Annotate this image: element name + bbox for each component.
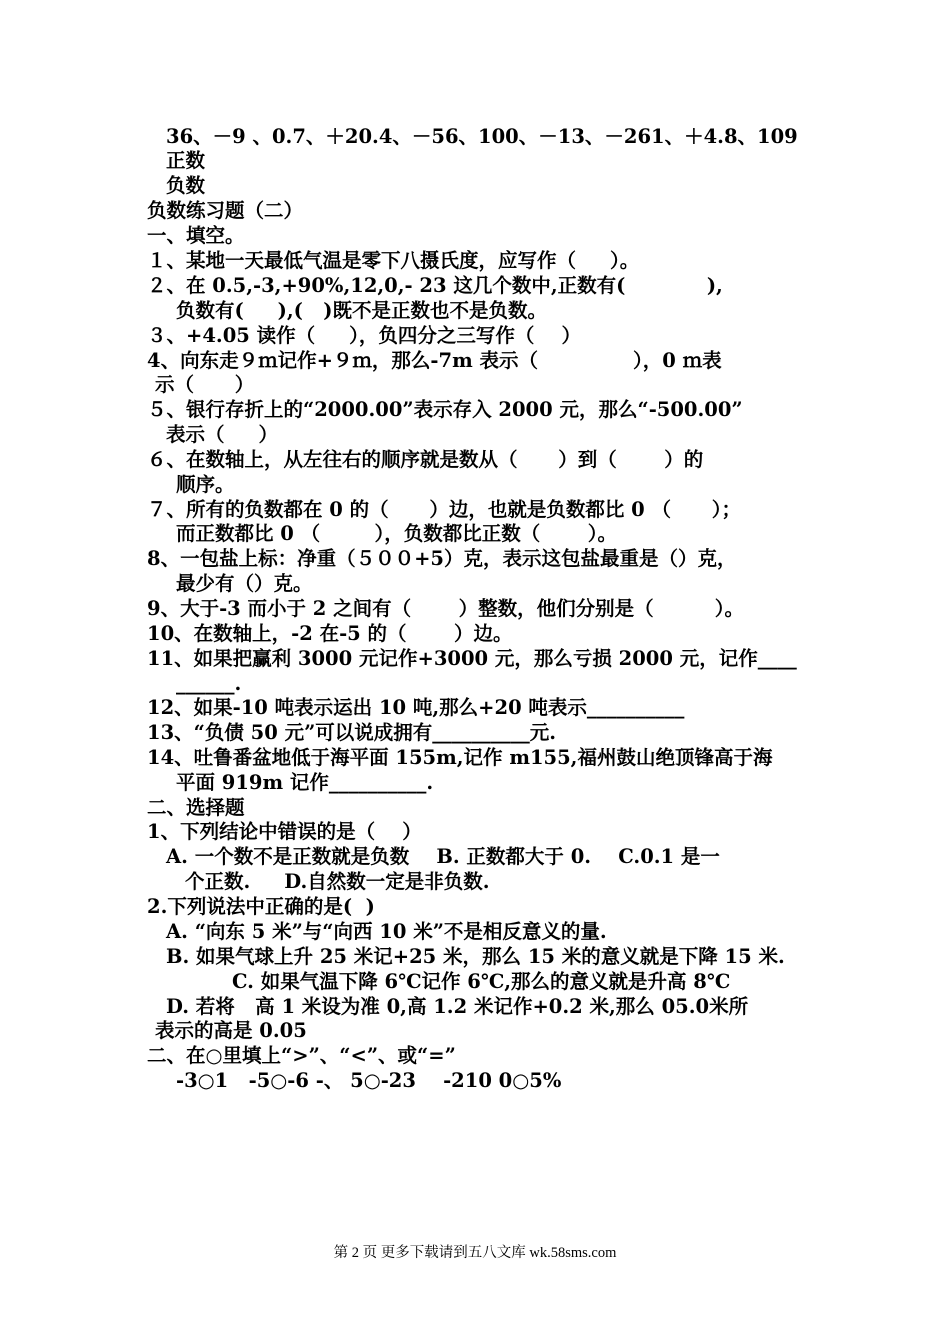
- choice-options-line: A. 一个数不是正数就是负数 B. 正数都大于 0. C.0.1 是一: [166, 845, 720, 868]
- question-line: ５、银行存折上的“2000.00”表示存入 2000 元，那么“-500.00”: [147, 398, 743, 421]
- choice-option-c: C. 如果气温下降 6℃记作 6℃,那么的意义就是升高 8℃: [232, 970, 731, 993]
- question-line: 9、大于-3 而小于 2 之间有（ ）整数，他们分别是（ ）。: [147, 597, 745, 620]
- question-line: ______.: [176, 672, 242, 695]
- question-line: １、某地一天最低气温是零下八摄氏度，应写作（ ）。: [147, 249, 640, 272]
- question-line: 示（ ）: [155, 373, 255, 396]
- section-title: 负数练习题（二）: [147, 199, 304, 222]
- question-line: ３、+4.05 读作（ ），负四分之三写作（ ）: [147, 324, 581, 347]
- question-line: 12、如果-10 吨表示运出 10 吨,那么+20 吨表示__________: [147, 696, 685, 719]
- choice-options-line: 个正数. D.自然数一定是非负数.: [185, 870, 490, 893]
- choice-option-a: A. “向东 5 米”与“向西 10 米”不是相反意义的量.: [166, 920, 607, 943]
- question-line: 2.下列说法中正确的是( ): [147, 895, 375, 918]
- question-line: 表示（ ）: [166, 423, 278, 446]
- question-line: 最少有（）克。: [176, 572, 313, 595]
- question-line: ６、在数轴上，从左往右的顺序就是数从（ ）到（ ）的: [147, 448, 704, 471]
- choice-option-d-continued: 表示的高是 0.05: [155, 1019, 307, 1042]
- question-line: 顺序。: [176, 473, 235, 496]
- question-line: 11、如果把赢利 3000 元记作+3000 元，那么亏损 2000 元，记作____: [147, 647, 797, 670]
- question-line: 负数有( ),( )既不是正数也不是负数。: [176, 299, 548, 322]
- question-line: 而正数都比 0 （ ），负数都比正数（ ）。: [176, 522, 617, 545]
- choice-option-b: B. 如果气球上升 25 米记+25 米，那么 15 米的意义就是下降 15 米.: [166, 945, 785, 968]
- negative-numbers-label: 负数: [166, 174, 206, 197]
- question-line: 8、一包盐上标：净重（５００+5）克，表示这包盐最重是（）克，: [147, 547, 737, 570]
- page-footer: 第 2 页 更多下载请到五八文库 wk.58sms.com: [333, 1245, 617, 1261]
- compare-items-line: -3○1 -5○-6 -、 5○-23 -210 0○5%: [176, 1069, 562, 1092]
- question-line: ２、在 0.5,-3,+90%,12,0,- 23 这几个数中,正数有( ),: [147, 274, 723, 297]
- heading-fill-blank: 一、填空。: [147, 224, 245, 247]
- question-line: 10、在数轴上，-2 在-5 的（ ）边。: [147, 622, 513, 645]
- question-line: 平面 919m 记作__________.: [176, 771, 434, 794]
- question-line: ７、所有的负数都在 0 的（ ）边，也就是负数都比 0 （ ）；: [147, 498, 742, 521]
- choice-option-d: D. 若将 高 1 米设为准 0,高 1.2 米记作+0.2 米,那么 05.0米所: [166, 995, 749, 1018]
- heading-compare: 二、在○里填上“>”、“<”、或“=”: [147, 1044, 456, 1067]
- question-line: 14、吐鲁番盆地低于海平面 155m,记作 m155,福州鼓山绝顶锋高于海: [147, 746, 773, 769]
- question-line: 1、下列结论中错误的是（ ）: [147, 820, 422, 843]
- question-line: 4、向东走９ｍ记作+９ｍ，那么-7m 表示（ ），0 ｍ表: [147, 349, 722, 372]
- question-line: 13、“负债 50 元”可以说成拥有__________元.: [147, 721, 557, 744]
- number-list-line: 36、－9 、0.7、＋20.4、－56、100、－13、－261、＋4.8、109: [166, 125, 798, 148]
- heading-multiple-choice: 二、选择题: [147, 796, 245, 819]
- positive-numbers-label: 正数: [166, 149, 206, 172]
